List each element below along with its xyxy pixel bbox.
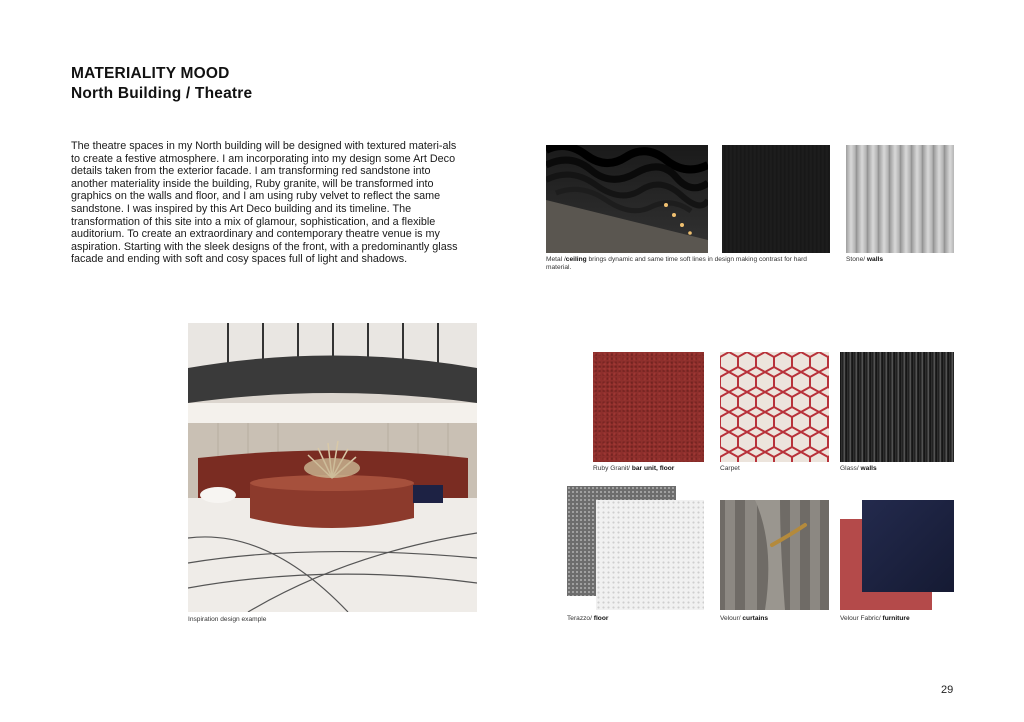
- metal-ceiling-image: [546, 145, 708, 253]
- page-heading: [71, 64, 252, 104]
- metal-ceiling-caption: Metal /ceiling brings dynamic and same time soft lines in design making contrast for hard material.: [546, 256, 807, 271]
- inspiration-caption: Inspiration design example: [188, 616, 267, 623]
- metal-texture-image: [722, 145, 830, 253]
- velour-curtains-caption: Velour/ curtains: [720, 615, 769, 622]
- carpet-image: [720, 352, 829, 462]
- description-paragraph: The theatre spaces in my North building will be designed with textured materi-als to create a festive atmosphere. I am incorporating into my design some Art Deco details taken from the exterior facade. I am transforming red sandstone into another materiality inside the building, Ruby granite, will be transformed into graphics on the walls and floor, and I am using ruby velvet to reflect the same sandstone. I was inspired by this Art Deco building and its timeline. The transformation of this site into a mix of glamour, sophistication, and a flexible auditorium. To create an extraordinary and contemporary theatre venue is my aspiration. Starting with the sleek designs of the front, with a predominantly glass facade and ending with soft and cosy spaces full of light and shadows.: [71, 140, 458, 266]
- heading-line-1: MATERIALITY MOOD: [71, 65, 230, 82]
- page-number: 29: [941, 684, 954, 696]
- stone-walls-image: [846, 145, 954, 253]
- velour-curtains-image: [720, 500, 829, 610]
- glass-walls-image: [840, 352, 954, 462]
- stone-walls-caption: Stone/ walls: [846, 256, 884, 263]
- ruby-granite-caption: Ruby Granit/ bar unit, floor: [593, 465, 675, 472]
- velour-fabric-caption: Velour Fabric/ furniture: [840, 615, 910, 622]
- heading-line-2: North Building / Theatre: [71, 85, 253, 102]
- inspiration-lobby-image: [188, 323, 477, 612]
- terrazzo-light-image: [596, 500, 704, 610]
- velour-fabric-navy-image: [862, 500, 954, 592]
- terrazzo-caption: Terazzo/ floor: [567, 615, 609, 622]
- glass-walls-caption: Glass/ walls: [840, 465, 877, 472]
- carpet-caption: Carpet: [720, 465, 740, 472]
- ruby-granite-image: [593, 352, 704, 462]
